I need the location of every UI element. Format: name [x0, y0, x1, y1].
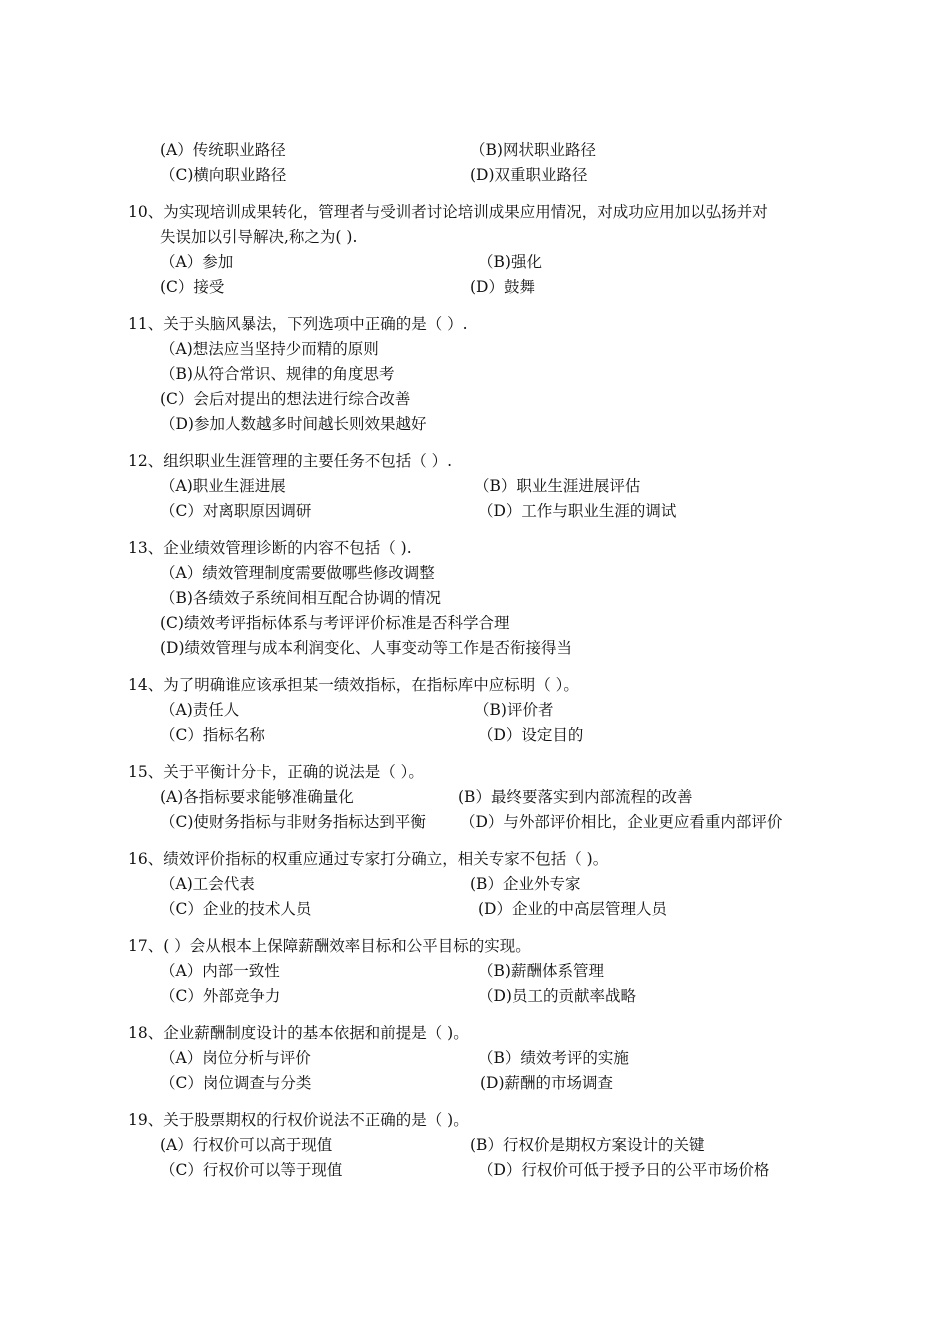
question-14-stem: 14、为了明确谁应该承担某一绩效指标，在指标库中应标明（ ）。: [128, 676, 579, 694]
question-17-option-c: （C）外部竞争力: [160, 987, 281, 1005]
question-16-option-b: (B）企业外专家: [470, 875, 581, 893]
question-12-option-d: （D）工作与职业生涯的调试: [478, 502, 677, 520]
question-15-option-b: (B）最终要落实到内部流程的改善: [458, 788, 693, 806]
question-14-option-d: （D）设定目的: [478, 726, 584, 744]
question-16-option-c: （C）企业的技术人员: [160, 900, 312, 918]
question-17-option-a: （A）内部一致性: [160, 962, 280, 980]
question-18-option-c: （C）岗位调查与分类: [160, 1074, 312, 1092]
question-18-option-d: (D)薪酬的市场调查: [480, 1074, 614, 1092]
prev-option-a: (A）传统职业路径: [160, 141, 286, 159]
question-14-option-a: （A)责任人: [160, 701, 240, 719]
question-11-option-b: （B)从符合常识、规律的角度思考: [160, 365, 395, 383]
question-12-option-a: （A)职业生涯进展: [160, 477, 286, 495]
question-11-option-a: （A)想法应当坚持少而精的原则: [160, 340, 379, 358]
question-13-option-b: （B)各绩效子系统间相互配合协调的情况: [160, 589, 441, 607]
question-10-stem: 10、为实现培训成果转化，管理者与受训者讨论培训成果应用情况，对成功应用加以弘扬并对: [128, 203, 768, 221]
question-19-option-d: （D）行权价可低于授予日的公平市场价格: [478, 1161, 770, 1179]
question-11-stem: 11、关于头脑风暴法，下列选项中正确的是（ ）.: [128, 315, 468, 333]
question-15-stem: 15、关于平衡计分卡，正确的说法是（ ）。: [128, 763, 424, 781]
question-19-option-b: (B）行权价是期权方案设计的关键: [470, 1136, 705, 1154]
question-12-option-c: （C）对离职原因调研: [160, 502, 312, 520]
question-16-option-a: （A)工会代表: [160, 875, 255, 893]
question-17-option-d: （D)员工的贡献率战略: [478, 987, 636, 1005]
question-15-option-d: （D）与外部评价相比，企业更应看重内部评价: [460, 813, 783, 831]
question-15-option-c: （C)使财务指标与非财务指标达到平衡: [160, 813, 426, 831]
question-14-option-c: （C）指标名称: [160, 726, 265, 744]
question-11-option-d: （D)参加人数越多时间越长则效果越好: [160, 415, 427, 433]
question-13-stem: 13、企业绩效管理诊断的内容不包括（ ).: [128, 539, 412, 557]
question-18-option-a: （A）岗位分析与评价: [160, 1049, 311, 1067]
question-16-stem: 16、绩效评价指标的权重应通过专家打分确立，相关专家不包括（ )。: [128, 850, 609, 868]
question-19-option-a: (A）行权价可以高于现值: [160, 1136, 333, 1154]
question-11-option-c: (C）会后对提出的想法进行综合改善: [160, 390, 411, 408]
question-10-option-d: (D）鼓舞: [470, 278, 535, 296]
question-12-stem: 12、组织职业生涯管理的主要任务不包括（ ）.: [128, 452, 453, 470]
prev-option-b: （B)网状职业路径: [470, 141, 596, 159]
question-19-option-c: （C）行权价可以等于现值: [160, 1161, 343, 1179]
prev-option-d: (D)双重职业路径: [470, 166, 588, 184]
question-15-option-a: (A)各指标要求能够准确量化: [160, 788, 354, 806]
question-13-option-c: (C)绩效考评指标体系与考评评价标准是否科学合理: [160, 614, 510, 632]
question-13-option-a: （A）绩效管理制度需要做哪些修改调整: [160, 564, 435, 582]
question-14-option-b: （B)评价者: [474, 701, 554, 719]
question-10-option-c: (C）接受: [160, 278, 225, 296]
question-17-option-b: （B)薪酬体系管理: [478, 962, 604, 980]
question-19-stem: 19、关于股票期权的行权价说法不正确的是（ )。: [128, 1111, 469, 1129]
question-10-option-b: （B)强化: [478, 253, 542, 271]
question-18-stem: 18、企业薪酬制度设计的基本依据和前提是（ )。: [128, 1024, 469, 1042]
question-18-option-b: （B）绩效考评的实施: [478, 1049, 629, 1067]
question-12-option-b: （B）职业生涯进展评估: [474, 477, 641, 495]
question-10-stem-cont: 失误加以引导解决,称之为( ).: [160, 228, 358, 246]
question-13-option-d: (D)绩效管理与成本利润变化、人事变动等工作是否衔接得当: [160, 639, 573, 657]
question-17-stem: 17、( ）会从根本上保障薪酬效率目标和公平目标的实现。: [128, 937, 531, 955]
prev-option-c: （C)横向职业路径: [160, 166, 287, 184]
question-16-option-d: (D）企业的中高层管理人员: [478, 900, 667, 918]
question-10-option-a: （A）参加: [160, 253, 234, 271]
